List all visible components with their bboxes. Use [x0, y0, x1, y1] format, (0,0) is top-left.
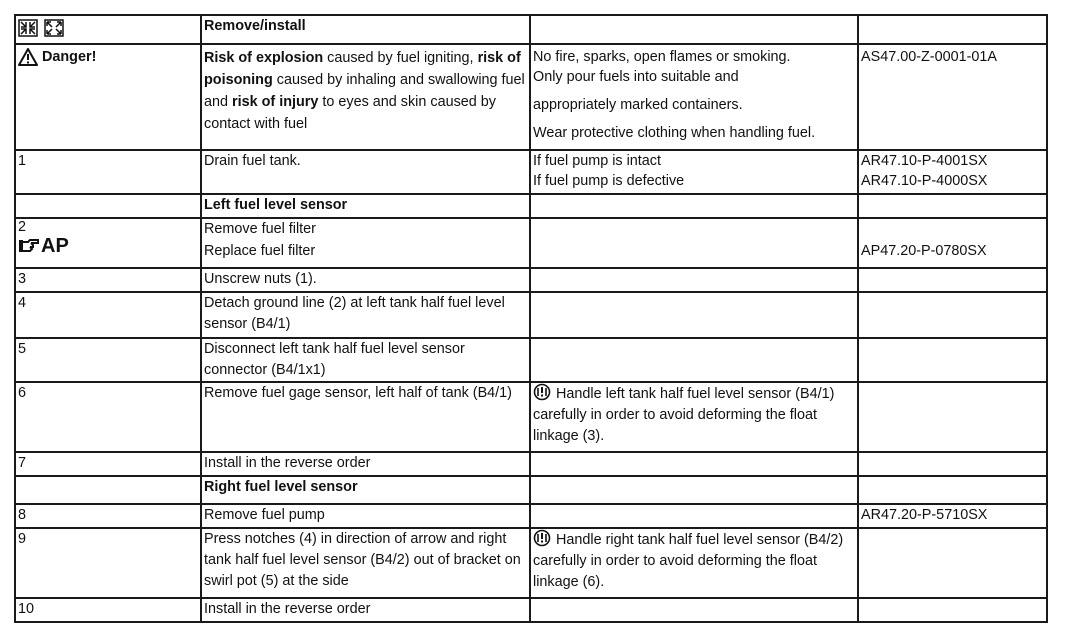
caution-note-icon [533, 383, 551, 401]
section-row [15, 476, 1047, 504]
install-icon [44, 19, 64, 37]
danger-label: Danger! [18, 47, 96, 67]
table-row: 3 Unscrew nuts (1). [15, 268, 1047, 292]
header-icons-cell [15, 15, 201, 44]
table-row: 5 Disconnect left tank half fuel level sensor connector (B4/1x1) [15, 338, 1047, 382]
table-row: 4 Detach ground line (2) at left tank half fuel level sensor (B4/1) [15, 292, 1047, 338]
ap-reference-marker: AP [18, 235, 69, 257]
danger-precautions: No fire, sparks, open flames or smoking. Only pour fuels into suitable and appropriately marked containers. Wear protective clothing when handling fuel. [530, 44, 858, 150]
table-row: 6 Remove fuel gage sensor, left half of tank (B4/1) Handle left tank half fuel level sensor (B4/1) carefully in order to avoid deforming the float linkage (3). [15, 382, 1047, 452]
danger-description: Risk of explosion caused by fuel igniting, risk of poisoning caused by inhaling and swallowing fuel and risk of injury to eyes and skin caused by contact with fuel [201, 44, 530, 150]
danger-reference: AS47.00-Z-0001-01A [858, 44, 1047, 150]
pointing-hand-icon [18, 238, 40, 254]
table-row: 1 Drain fuel tank. If fuel pump is intact If fuel pump is defective AR47.10-P-4001SX AR47.10-P-4000SX [15, 150, 1047, 194]
danger-row [15, 44, 1047, 150]
table-row: 8 Remove fuel pump AR47.20-P-5710SX [15, 504, 1047, 528]
table-row: 2 AP Remove fuel filter Replace fuel filter AP47.20-P-0780SX [15, 218, 1047, 268]
header-row [15, 15, 1047, 44]
table-row: 9 Press notches (4) in direction of arrow and right tank half fuel level sensor (B4/2) out of bracket on swirl pot (5) at the side Handle right tank half fuel level sensor (B4/2) carefully in order to avoid deforming the float linkage (6). [15, 528, 1047, 598]
section-title-right: Right fuel level sensor [201, 476, 530, 504]
caution-note-icon [533, 529, 551, 547]
remove-icon [18, 19, 38, 37]
section-row [15, 194, 1047, 218]
warning-triangle-icon [18, 48, 38, 66]
section-title-left: Left fuel level sensor [201, 194, 530, 218]
procedure-table [14, 14, 1048, 623]
page-title: Remove/install [201, 15, 530, 44]
table-row: 7 Install in the reverse order [15, 452, 1047, 476]
table-row: 10 Install in the reverse order [15, 598, 1047, 622]
